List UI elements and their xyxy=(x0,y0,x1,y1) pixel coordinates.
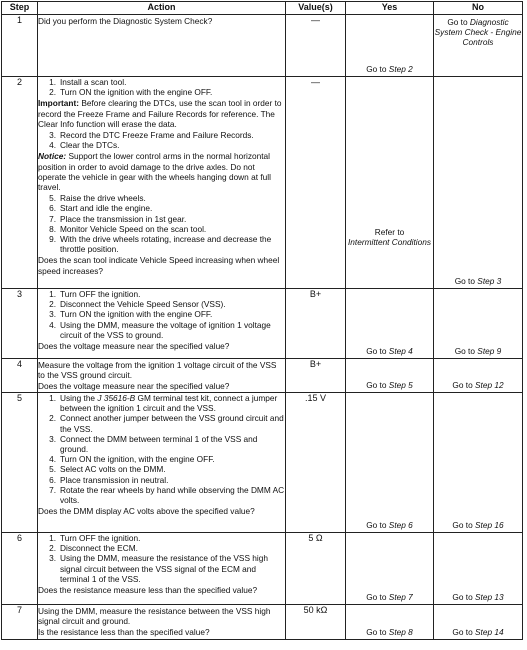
item-number: 4. xyxy=(49,319,56,330)
yes-target: Step 6 xyxy=(388,519,413,530)
no-cell xyxy=(434,605,523,640)
item-text: Rotate the rear wheels by hand while observing the DMM AC volts. xyxy=(60,484,285,506)
no-link[interactable] xyxy=(434,520,522,530)
table-row xyxy=(2,393,523,533)
no-target: Step 12 xyxy=(475,379,504,390)
question-text: Does the voltage measure near the specified value? xyxy=(38,381,230,392)
item-text: Turn ON the ignition with the engine OFF. xyxy=(60,309,213,320)
list-item xyxy=(38,309,285,319)
yes-cell xyxy=(346,605,434,640)
yes-cell xyxy=(346,533,434,605)
item-text: Turn ON the ignition, with the engine OFF. xyxy=(60,454,215,465)
no-target: Step 16 xyxy=(475,519,504,530)
value-cell: B+ xyxy=(286,289,346,359)
yes-cell xyxy=(346,15,434,77)
item-text: Turn OFF the ignition. xyxy=(60,289,141,299)
question-text: Does the DMM display AC volts above the specified value? xyxy=(38,506,255,517)
no-prefix: Go to xyxy=(452,591,473,602)
list-item xyxy=(38,393,285,413)
diagnostic-table xyxy=(1,1,523,640)
item-text: Disconnect the ECM. xyxy=(60,543,138,554)
question-text: Does the resistance measure less than the specified value? xyxy=(38,585,258,596)
header-yes: Yes xyxy=(346,2,434,15)
item-number: 5. xyxy=(49,464,56,475)
no-link[interactable] xyxy=(434,276,522,286)
step-number: 2 xyxy=(2,77,38,289)
item-text: Raise the drive wheels. xyxy=(60,193,146,204)
yes-prefix: Go to xyxy=(366,63,387,74)
question-text: Did you perform the Diagnostic System Check? xyxy=(38,16,213,26)
notice-label: Notice: xyxy=(38,151,67,162)
action-cell xyxy=(38,533,286,605)
yes-link[interactable] xyxy=(346,520,433,530)
yes-target: Intermittent Conditions xyxy=(347,237,431,248)
yes-link[interactable] xyxy=(346,227,433,247)
table-row xyxy=(2,15,523,77)
item-number: 1. xyxy=(49,77,56,87)
no-prefix: Go to xyxy=(447,17,468,27)
item-text: Clear the DTCs. xyxy=(60,140,120,151)
value-cell: 50 kΩ xyxy=(286,605,346,640)
step-number: 4 xyxy=(2,359,38,393)
no-link[interactable] xyxy=(434,627,522,637)
item-text: Connect another jumper between the VSS ground circuit and the VSS. xyxy=(60,413,284,434)
tool-reference: J 35616-B xyxy=(97,393,136,403)
table-row xyxy=(2,77,523,289)
list-item xyxy=(38,87,285,97)
item-text: Turn OFF the ignition. xyxy=(60,533,141,543)
item-text xyxy=(60,393,285,413)
item-number: 9. xyxy=(49,234,56,245)
item-text-pre: Using the xyxy=(60,393,96,403)
important-note xyxy=(38,98,285,129)
value-cell: .15 V xyxy=(286,393,346,533)
yes-prefix: Refer to xyxy=(374,227,405,237)
question-text: Is the resistance less than the specified value? xyxy=(38,627,210,638)
list-item xyxy=(38,289,285,299)
list-item xyxy=(38,224,285,234)
item-text: Connect the DMM between terminal 1 of the VSS and ground. xyxy=(60,433,258,455)
item-text: Disconnect the Vehicle Speed Sensor (VSS). xyxy=(60,299,226,310)
notice-note xyxy=(38,151,285,192)
item-number: 2. xyxy=(49,299,56,310)
item-number: 8. xyxy=(49,223,56,234)
yes-cell xyxy=(346,289,434,359)
list-item xyxy=(38,553,285,584)
table-row xyxy=(2,605,523,640)
important-text: Before clearing the DTCs, use the scan tool in order to record the Freeze Frame and Failure Records for reference. The Clear Info function will erase the data. xyxy=(38,98,282,129)
step-number: 7 xyxy=(2,605,38,640)
step-number: 6 xyxy=(2,533,38,605)
list-item xyxy=(38,434,285,454)
action-cell xyxy=(38,605,286,640)
table-header-row xyxy=(2,2,523,15)
no-cell xyxy=(434,289,523,359)
item-text: Using the DMM, measure the resistance of the VSS high signal circuit between the VSS signal of the ECM and terminal 1 of the VSS. xyxy=(60,553,268,584)
no-cell xyxy=(434,359,523,393)
item-text: Using the DMM, measure the voltage of ignition 1 voltage circuit of the VSS to ground. xyxy=(60,319,271,340)
list-item xyxy=(38,413,285,433)
header-values: Value(s) xyxy=(286,2,346,15)
no-target: Diagnostic System Check - Engine Controls xyxy=(434,17,522,48)
no-prefix: Go to xyxy=(454,345,475,356)
item-number: 7. xyxy=(49,484,56,495)
item-number: 4. xyxy=(49,140,56,151)
item-text: With the drive wheels rotating, increase and decrease the throttle position. xyxy=(60,234,272,255)
question-text: Does the voltage measure near the specified value? xyxy=(38,341,230,352)
list-item xyxy=(38,130,285,140)
item-number: 7. xyxy=(49,213,56,224)
no-cell xyxy=(434,77,523,289)
item-number: 1. xyxy=(49,289,56,299)
header-step: Step xyxy=(2,2,38,15)
no-target: Step 9 xyxy=(477,345,502,356)
list-item xyxy=(38,464,285,474)
list-item xyxy=(38,543,285,553)
header-action: Action xyxy=(38,2,286,15)
no-prefix: Go to xyxy=(452,519,473,530)
list-item xyxy=(38,454,285,464)
item-text: Install a scan tool. xyxy=(60,77,127,87)
no-target: Step 14 xyxy=(475,626,504,637)
item-text: Record the DTC Freeze Frame and Failure Records. xyxy=(60,130,254,141)
item-number: 1. xyxy=(49,393,56,403)
item-number: 2. xyxy=(49,413,56,424)
yes-link[interactable] xyxy=(346,627,433,637)
yes-prefix: Go to xyxy=(366,519,387,530)
no-link[interactable] xyxy=(434,592,522,602)
item-text-post: GM terminal test kit, connect a jumper between the ignition 1 circuit and the VSS. xyxy=(60,393,278,414)
table-row xyxy=(2,289,523,359)
no-prefix: Go to xyxy=(454,275,475,286)
header-no: No xyxy=(434,2,523,15)
table-row xyxy=(2,359,523,393)
item-number: 4. xyxy=(49,454,56,465)
item-text: Start and idle the engine. xyxy=(60,203,153,214)
yes-cell xyxy=(346,359,434,393)
action-cell xyxy=(38,359,286,393)
list-item xyxy=(38,533,285,543)
no-link[interactable] xyxy=(434,380,522,390)
yes-link[interactable] xyxy=(346,592,433,602)
value-cell: — xyxy=(286,77,346,289)
action-cell xyxy=(38,15,286,77)
item-number: 5. xyxy=(49,193,56,204)
list-item xyxy=(38,475,285,485)
item-number: 6. xyxy=(49,474,56,485)
no-link[interactable] xyxy=(434,15,522,48)
item-text: Turn ON the ignition with the engine OFF. xyxy=(60,87,213,98)
no-prefix: Go to xyxy=(452,626,473,637)
item-text: Monitor Vehicle Speed on the scan tool. xyxy=(60,223,207,234)
value-cell: 5 Ω xyxy=(286,533,346,605)
list-item xyxy=(38,234,285,254)
step-number: 5 xyxy=(2,393,38,533)
table-row xyxy=(2,533,523,605)
list-item xyxy=(38,320,285,340)
yes-cell xyxy=(346,77,434,289)
item-number: 2. xyxy=(49,543,56,554)
yes-link[interactable] xyxy=(346,346,433,356)
item-number: 3. xyxy=(49,309,56,320)
yes-prefix: Go to xyxy=(366,379,387,390)
no-cell xyxy=(434,15,523,77)
intro-text: Using the DMM, measure the resistance between the VSS high signal circuit and ground. xyxy=(38,606,271,627)
yes-target: Step 4 xyxy=(388,345,413,356)
yes-link[interactable] xyxy=(346,64,433,74)
item-number: 3. xyxy=(49,130,56,141)
step-number: 1 xyxy=(2,15,38,77)
yes-prefix: Go to xyxy=(366,626,387,637)
yes-cell xyxy=(346,393,434,533)
list-item xyxy=(38,485,285,505)
item-number: 3. xyxy=(49,433,56,444)
yes-link[interactable] xyxy=(346,380,433,390)
item-number: 2. xyxy=(49,87,56,98)
step-number: 3 xyxy=(2,289,38,359)
item-text: Place the transmission in 1st gear. xyxy=(60,213,187,224)
action-cell xyxy=(38,289,286,359)
no-prefix: Go to xyxy=(452,379,473,390)
item-number: 6. xyxy=(49,203,56,214)
yes-target: Step 7 xyxy=(388,591,413,602)
value-cell: B+ xyxy=(286,359,346,393)
list-item xyxy=(38,299,285,309)
action-cell xyxy=(38,77,286,289)
no-target: Step 13 xyxy=(475,591,504,602)
yes-prefix: Go to xyxy=(366,591,387,602)
list-item xyxy=(38,77,285,87)
item-text: Place transmission in neutral. xyxy=(60,474,169,485)
yes-target: Step 8 xyxy=(388,626,413,637)
intro-text: Measure the voltage from the ignition 1 voltage circuit of the VSS to the VSS ground circuit. xyxy=(38,360,277,381)
item-number: 3. xyxy=(49,553,56,564)
list-item xyxy=(38,140,285,150)
list-item xyxy=(38,214,285,224)
yes-target: Step 2 xyxy=(388,63,413,74)
item-number: 1. xyxy=(49,533,56,543)
no-cell xyxy=(434,393,523,533)
list-item xyxy=(38,203,285,213)
value-cell: — xyxy=(286,15,346,77)
action-cell xyxy=(38,393,286,533)
no-link[interactable] xyxy=(434,346,522,356)
notice-text: Support the lower control arms in the normal horizontal position in order to avoid damage to the drive axles. Do not operate the vehicle in gear with the wheels hanging down at full travel. xyxy=(38,151,271,193)
no-cell xyxy=(434,533,523,605)
important-label: Important: xyxy=(38,98,80,109)
yes-prefix: Go to xyxy=(366,345,387,356)
no-target: Step 3 xyxy=(477,275,502,286)
yes-target: Step 5 xyxy=(388,379,413,390)
list-item xyxy=(38,193,285,203)
question-text: Does the scan tool indicate Vehicle Speed increasing when wheel speed increases? xyxy=(38,255,280,276)
item-text: Select AC volts on the DMM. xyxy=(60,464,166,475)
